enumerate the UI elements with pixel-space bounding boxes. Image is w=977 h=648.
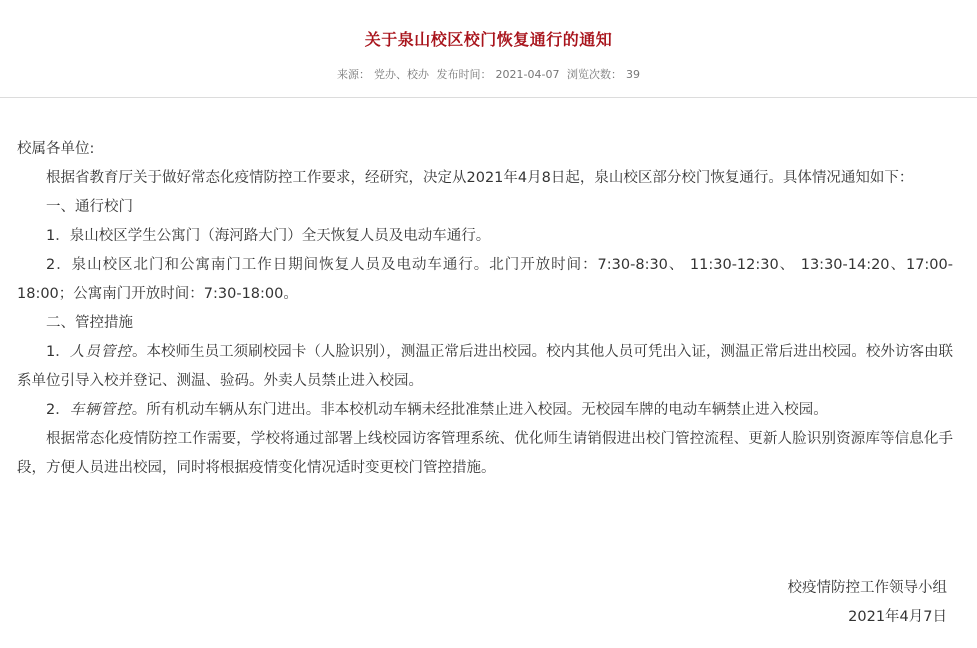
intro-paragraph: 根据省教育厅关于做好常态化疫情防控工作要求，经研究，决定从2021年4月8日起，泉山校区部分校门恢复通行。具体情况通知如下： bbox=[46, 170, 914, 186]
closing-paragraph: 根据常态化疫情防控工作需要，学校将通过部署上线校园访客管理系统、优化师生请销假进出校门管控流程、更新人脸识别资源库等信息化手段，方便人员进出校园，同时将根据疫情变化情况适时变更校门管控措施。 bbox=[17, 431, 953, 476]
section2-item2 bbox=[17, 396, 953, 425]
section1-item2: 2．泉山校区北门和公寓南门工作日期间恢复人员及电动车通行。北门开放时间：7:30-8:30、 11:30-12:30、 13:30-14:20、17:00-18:00；公寓南门开放时间：7:30-18:00。 bbox=[17, 257, 953, 302]
section2-item1-sep: 。 bbox=[131, 344, 147, 360]
date-value: 2021-04-07 bbox=[495, 68, 560, 81]
signature-block bbox=[788, 574, 948, 632]
salutation: 校属各单位: bbox=[17, 141, 95, 157]
article-meta bbox=[0, 66, 977, 82]
section2-item2-label: 车辆管控 bbox=[69, 402, 132, 418]
article-title: 关于泉山校区校门恢复通行的通知 bbox=[364, 30, 613, 49]
signature-date: 2021年4月7日 bbox=[848, 609, 947, 625]
section2-heading: 二、管控措施 bbox=[46, 315, 133, 331]
section2-item2-text: 所有机动车辆从东门进出。非本校机动车辆未经批准禁止进入校园。无校园车牌的电动车辆禁止进入校园。 bbox=[146, 402, 828, 418]
views-label: 浏览次数： bbox=[566, 68, 622, 81]
section2-item1 bbox=[17, 338, 953, 396]
section2-item1-label: 人员管控 bbox=[69, 344, 132, 360]
views-count: 39 bbox=[625, 68, 640, 81]
section2-item2-sep: 。 bbox=[131, 402, 147, 418]
article-header bbox=[0, 0, 977, 98]
section2-item2-number: 2． bbox=[46, 402, 70, 418]
section1-heading: 一、通行校门 bbox=[46, 199, 133, 215]
section2-item1-number: 1． bbox=[46, 344, 70, 360]
signature-org: 校疫情防控工作领导小组 bbox=[787, 580, 947, 596]
section1-item1: 1．泉山校区学生公寓门（海河路大门）全天恢复人员及电动车通行。 bbox=[46, 228, 491, 244]
date-label: 发布时间： bbox=[436, 68, 492, 81]
section2-item1-text: 本校师生员工须刷校园卡（人脸识别），测温正常后进出校园。校内其他人员可凭出入证，测温正常后进出校园。校外访客由联系单位引导入校并登记、测温、验码。外卖人员禁止进入校园。 bbox=[17, 344, 954, 389]
article-body bbox=[17, 135, 953, 483]
source-value: 党办、校办 bbox=[374, 68, 430, 81]
source-label: 来源： bbox=[337, 68, 371, 81]
